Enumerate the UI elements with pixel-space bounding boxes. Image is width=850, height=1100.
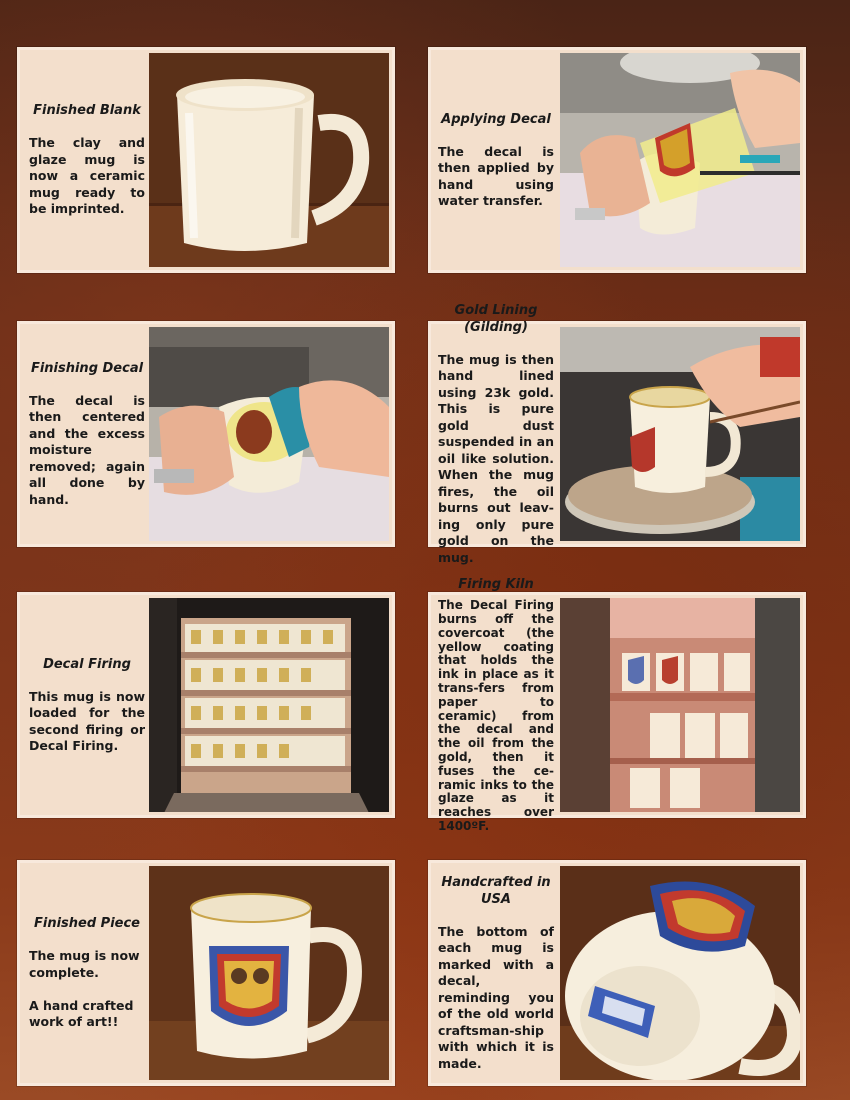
panel-title: Gold Lining (Gilding) (454, 302, 538, 335)
panel-body: The Decal Firing burns off the covercoat (the yellow coating that holds the ink in place as it trans-fers from paper to ceramic) from the decal and the oil from the gold, then it fuses the ce-ramic inks to the glaze as it reaches over 1400ºF. (438, 598, 554, 833)
panel-finished-blank (17, 47, 395, 273)
panel-gold-lining (428, 302, 806, 565)
panel-title: Finished Piece (33, 916, 140, 932)
kiln-cart-loaded-photo (149, 598, 389, 812)
panel-finishing-decal (17, 321, 395, 547)
panel-decal-firing (17, 592, 395, 818)
panel-body: The decal is then applied by hand using water transfer. (438, 143, 554, 208)
panel-title: Handcrafted in USA (441, 874, 551, 907)
hands-squeegee-decal-photo (149, 327, 389, 541)
panel-finished-piece (17, 860, 395, 1086)
panel-title: Applying Decal (441, 111, 551, 127)
kiln-interior-photo (560, 598, 800, 812)
panel-title: Finished Blank (33, 103, 141, 119)
panel-body: The decal is then centered and the excess moisture removed; again all done by hand. (29, 392, 145, 507)
panel-body: This mug is now loaded for the second firing or Decal Firing. (29, 688, 145, 753)
panel-title: Finishing Decal (30, 360, 144, 376)
panel-body: The mug is then hand lined using 23k gold. This is pure gold dust suspended in an oil like solution. When the mug fires, the oil burns out leav-ing only pure gold on the mug. (438, 351, 554, 565)
panel-body: The bottom of each mug is marked with a decal, reminding you of the old world craftsman-ship with which it is made. (438, 923, 554, 1071)
panel-body: The mug is now complete. A hand crafted work of art!! (29, 948, 140, 1030)
finished-mug-photo (149, 866, 389, 1080)
panel-title: Firing Kiln (458, 577, 534, 593)
gold-lining-wheel-photo (560, 327, 800, 541)
panel-applying-decal (428, 47, 806, 273)
panel-handcrafted-usa (428, 860, 806, 1086)
mug-bottom-mark-photo (560, 866, 800, 1080)
panel-title: Decal Firing (43, 656, 131, 672)
hands-applying-decal-photo (560, 53, 800, 267)
panel-firing-kiln (428, 577, 806, 833)
plain-white-mug-photo (149, 53, 389, 267)
panel-body: The clay and glaze mug is now a ceramic mug ready to be imprinted. (29, 135, 145, 217)
